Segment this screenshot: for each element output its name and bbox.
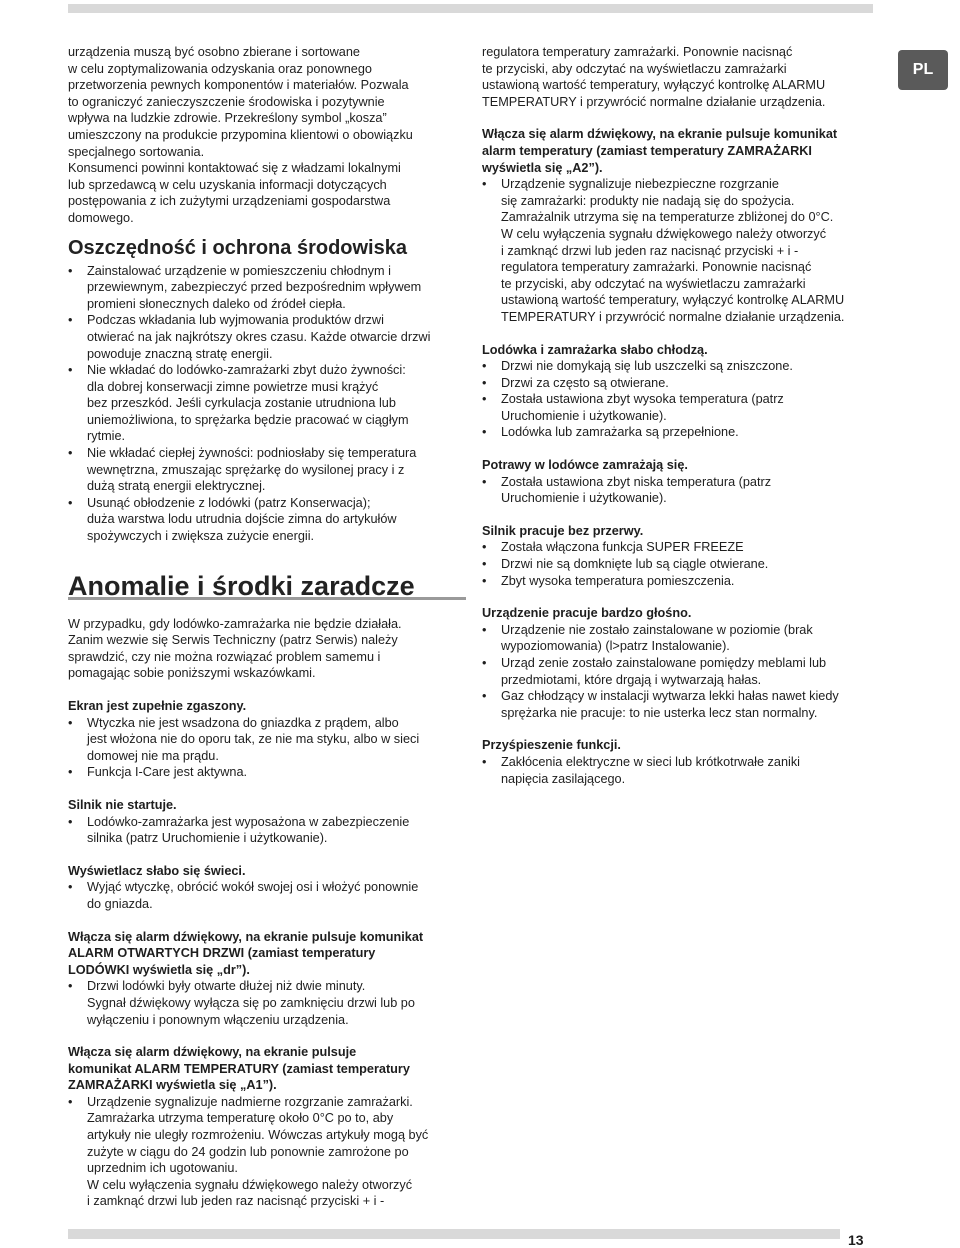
- bullet-text-line: ustawioną wartość temperatury, wyłączyć kontrolkę ALARMU: [501, 293, 845, 308]
- bullet-icon: •: [482, 177, 487, 192]
- text-line: domowego.: [68, 210, 134, 225]
- section-title-line: ALARM OTWARTYCH DRZWI (zamiast temperatury: [68, 946, 376, 961]
- bullet-text-line: Nie wkładać ciepłej żywności: podniosłaby się temperatura: [87, 446, 417, 461]
- bullet-icon: •: [482, 392, 487, 407]
- bullet-text-line: te przyciski, aby odczytać na wyświetlaczu zamrażarki: [501, 276, 806, 291]
- section-title-line: Włącza się alarm dźwiękowy, na ekranie pulsuje komunikat: [68, 929, 424, 944]
- text-line: Zanim wezwie się Serwis Techniczny (patrz Serwis) należy: [68, 633, 398, 648]
- bullet-text-line: napięcia zasilającego.: [501, 771, 626, 786]
- bullet-text-line: Urząd zenie zostało zainstalowane pomiędzy meblami lub: [501, 656, 827, 670]
- section-title-line: alarm temperatury (zamiast temperatury ZAMRAŻARKI: [482, 143, 812, 158]
- section-food-freezes: [482, 457, 882, 507]
- bullet-text-line: sprężarka nie pracuje: to nie usterka lecz stan normalny.: [501, 705, 818, 720]
- text-line: W przypadku, gdy lodówko-zamrażarka nie będzie działała.: [68, 616, 402, 631]
- left-column: [68, 44, 463, 1210]
- section-display-off: [68, 698, 463, 781]
- bullet-item: [68, 312, 463, 362]
- text-line: w celu zoptymalizowania odzyskania oraz ponownego: [68, 61, 372, 76]
- bullet-icon: •: [68, 880, 73, 895]
- bullet-icon: •: [68, 979, 73, 994]
- section-title-line: Urządzenie pracuje bardzo głośno.: [482, 606, 692, 621]
- bullet-icon: •: [482, 689, 487, 704]
- bullet-item: [482, 176, 882, 325]
- anomalies-intro: [68, 616, 463, 682]
- text-line: TEMPERATURY i przywrócić normalne działanie urządzenia.: [482, 94, 826, 109]
- bullet-item: [482, 573, 882, 590]
- text-line: sprawdzić, czy nie można rozwiązać problem samemu i: [68, 649, 381, 664]
- bullet-text-line: silnika (patrz Uruchomienie i użytkowanie).: [87, 831, 328, 846]
- bullet-text-line: Podczas wkładania lub wyjmowania produktów drzwi: [87, 313, 384, 328]
- bullet-text-line: Wtyczka nie jest wsadzona do gniazdka z prądem, albo: [87, 715, 399, 730]
- bullet-item: [482, 474, 882, 507]
- text-line: pomagając sobie poniższymi wskazówkami.: [68, 666, 316, 681]
- text-line: umieszczony na produkcie przypomina klientowi o obowiązku: [68, 127, 413, 142]
- bullet-text-line: otwierać na jak najkrótszy okres czasu. Każde otwarcie drzwi: [87, 329, 431, 344]
- eco-heading: Oszczędność i ochrona środowiska: [68, 236, 407, 259]
- bullet-item: [482, 655, 882, 688]
- bullet-text-line: Zainstalować urządzenie w pomieszczeniu chłodnym i: [87, 263, 391, 278]
- bullet-item: [482, 622, 882, 655]
- bullet-icon: •: [68, 446, 73, 461]
- bullet-text-line: uniemożliwiona, to sprężarka będzie pracować w ciągłym: [87, 412, 409, 427]
- bullet-text-line: Uruchomienie i użytkowanie).: [501, 408, 667, 423]
- bullet-item: [68, 978, 463, 1028]
- text-line: urządzenia muszą być osobno zbierane i sortowane: [68, 45, 360, 59]
- continuation-text: [482, 44, 882, 110]
- intro-paragraph: [68, 44, 463, 227]
- bullet-text-line: Urządzenie nie zostało zainstalowane w poziomie (brak: [501, 622, 813, 637]
- bullet-text-line: artykuły nie uległy rozmrożeniu. Wówczas artykuły mogą być: [87, 1128, 429, 1143]
- section-title-line: Ekran jest zupełnie zgaszony.: [68, 699, 247, 713]
- text-line: ustawioną wartość temperatury, wyłączyć kontrolkę ALARMU: [482, 78, 826, 93]
- bullet-item: [68, 445, 463, 495]
- bullet-text-line: Urządzenie sygnalizuje nadmierne rozgrzanie zamrażarki.: [87, 1094, 413, 1109]
- bullet-text-line: bez przeszkód. Jeśli cyrkulacja zostanie utrudniona lub: [87, 396, 396, 411]
- bullet-text-line: Usunąć obłodzenie z lodówki (patrz Konserwacja);: [87, 495, 371, 510]
- section-function-acceleration: [482, 737, 882, 787]
- text-line: Konsumenci powinni kontaktować się z władzami lokalnymi: [68, 161, 401, 176]
- bullet-text-line: wewnętrzna, zmuszając sprężarkę do wysilonej pracy i z: [87, 462, 405, 477]
- bullet-item: [482, 358, 882, 375]
- section-a1-alarm: [68, 1044, 463, 1210]
- bullet-text-line: do gniazda.: [87, 896, 153, 911]
- bullet-icon: •: [482, 754, 487, 769]
- bullet-item: [68, 1094, 463, 1210]
- section-title-line: komunikat ALARM TEMPERATURY (zamiast temperatury: [68, 1061, 410, 1076]
- bullet-item: [482, 688, 882, 721]
- bullet-text-line: dużą stratą energii elektrycznej.: [87, 479, 266, 494]
- text-line: te przyciski, aby odczytać na wyświetlaczu zamrażarki: [482, 61, 787, 76]
- bullet-text-line: uprzednim ich ugotowaniu.: [87, 1161, 238, 1176]
- bullet-text-line: spożywczych i zwiększa zużycie energii.: [87, 529, 315, 544]
- section-title-line: Silnik pracuje bez przerwy.: [482, 523, 644, 538]
- bullet-icon: •: [482, 359, 487, 374]
- bullet-text-line: jest włożona nie do oporu tak, ze nie ma styku, albo w sieci: [87, 732, 420, 747]
- bullet-text-line: duża warstwa lodu utrudnia dojście zimna do artykułów: [87, 512, 397, 527]
- text-line: postępowania z ich zużytymi urządzeniami gospodarstwa: [68, 194, 391, 209]
- bullet-icon: •: [482, 425, 487, 440]
- bullet-icon: •: [68, 263, 73, 278]
- bullet-text-line: W celu wyłączenia sygnału dźwiękowego należy otworzyć: [501, 226, 827, 241]
- bullet-item: [482, 424, 882, 441]
- section-title-line: Włącza się alarm dźwiękowy, na ekranie pulsuje komunikat: [482, 127, 838, 142]
- bullet-item: [68, 263, 463, 313]
- section-door-alarm: [68, 929, 463, 1029]
- bullet-text-line: wyłączeniu i ponownym włączeniu urządzenia.: [87, 1012, 349, 1027]
- language-badge: PL: [898, 50, 948, 90]
- bullet-text-line: Lodówka lub zamrażarka są przepełnione.: [501, 425, 739, 440]
- bullet-icon: •: [68, 313, 73, 328]
- bullet-text-line: Drzwi lodówki były otwarte dłużej niż dwie minuty.: [87, 979, 366, 994]
- bullet-text-line: W celu wyłączenia sygnału dźwiękowego należy otworzyć: [87, 1177, 413, 1192]
- bullet-icon: •: [68, 363, 73, 378]
- bullet-icon: •: [482, 540, 487, 555]
- bullet-icon: •: [482, 557, 487, 572]
- section-display-dim: [68, 863, 463, 913]
- bottom-footer-bar: [68, 1229, 840, 1239]
- bullet-icon: •: [68, 715, 73, 730]
- bullet-item: [482, 539, 882, 556]
- text-line: wpływa na ludzkie zdrowie. Przekreślony symbol „kosza”: [68, 111, 387, 126]
- bullet-text-line: Nie wkładać do lodówko-zamrażarki zbyt dużo żywności:: [87, 363, 406, 378]
- bullet-icon: •: [68, 814, 73, 829]
- bullet-item: [68, 879, 463, 912]
- bullet-text-line: dla dobrej konserwacji zimne powietrze musi krążyć: [87, 379, 379, 394]
- bullet-text-line: Gaz chłodzący w instalacji wytwarza lekki hałas nawet kiedy: [501, 689, 839, 704]
- bullet-item: [68, 814, 463, 847]
- bullet-text-line: Funkcja I-Care jest aktywna.: [87, 765, 248, 780]
- bullet-icon: •: [68, 765, 73, 780]
- bullet-item: [68, 362, 463, 445]
- section-title-line: Potrawy w lodówce zamrażają się.: [482, 458, 688, 473]
- bullet-text-line: Uruchomienie i użytkowanie).: [501, 491, 667, 506]
- section-title-line: wyświetla się „A2”).: [482, 160, 603, 175]
- bullet-text-line: i zamknąć drzwi lub jeden raz nacisnąć przyciski + i -: [87, 1194, 385, 1209]
- bullet-text-line: się zamrażarki: produkty nie nadają się do spożycia.: [501, 193, 795, 208]
- bullet-text-line: Została ustawiona zbyt niska temperatura (patrz: [501, 474, 772, 489]
- text-line: lub sprzedawcą w celu uzyskania informacji dotyczących: [68, 177, 387, 192]
- section-noisy: [482, 605, 882, 721]
- bullet-item: [482, 391, 882, 424]
- eco-bullet-list: [68, 263, 463, 545]
- section-title-line: Silnik nie startuje.: [68, 797, 177, 812]
- bullet-text-line: i zamknąć drzwi lub jeden raz nacisnąć przyciski + i -: [501, 243, 799, 258]
- anomalies-heading: Anomalie i środki zaradcze: [68, 570, 415, 601]
- text-line: specjalnego sortowania.: [68, 144, 205, 159]
- bullet-text-line: Zamrażarka utrzyma temperaturę około 0°C po to, aby: [87, 1111, 394, 1126]
- bullet-icon: •: [68, 1094, 73, 1109]
- bullet-text-line: TEMPERATURY i przywrócić normalne działanie urządzenia.: [501, 309, 845, 324]
- bullet-text-line: powoduje znaczną stratę energii.: [87, 346, 273, 361]
- page-number: 13: [848, 1232, 864, 1248]
- bullet-text-line: wypoziomowania) (l>patrz Instalowanie).: [501, 639, 730, 654]
- bullet-item: [68, 764, 463, 781]
- text-line: regulatora temperatury zamrażarki. Ponownie nacisnąć: [482, 45, 793, 59]
- bullet-text-line: Urządzenie sygnalizuje niebezpieczne rozgrzanie: [501, 177, 779, 192]
- bullet-text-line: Sygnał dźwiękowy wyłącza się po zamknięciu drzwi lub po: [87, 995, 415, 1010]
- section-title-line: ZAMRAŻARKI wyświetla się „A1”).: [68, 1078, 277, 1093]
- bullet-text-line: Zakłócenia elektryczne w sieci lub krótkotrwałe zaniki: [501, 754, 800, 769]
- bullet-text-line: zużyte w ciągu do 24 godzin lub ponownie zamrożone po: [87, 1144, 409, 1159]
- bullet-item: [482, 754, 882, 787]
- bullet-text-line: Drzwi nie są domknięte lub są ciągle otwierane.: [501, 557, 769, 572]
- section-weak-cooling: [482, 342, 882, 442]
- section-motor-not-starting: [68, 797, 463, 847]
- section-a2-alarm: [482, 126, 882, 325]
- text-line: to ograniczyć zanieczyszczenie środowiska i pozytywnie: [68, 94, 385, 109]
- bullet-item: [68, 495, 463, 545]
- bullet-text-line: Zbyt wysoka temperatura pomieszczenia.: [501, 573, 735, 588]
- bullet-icon: •: [482, 375, 487, 390]
- bullet-text-line: przedmiotami, które drgają i wytwarzają hałas.: [501, 672, 762, 687]
- top-header-bar: [68, 4, 873, 13]
- bullet-icon: •: [68, 495, 73, 510]
- text-line: przetworzenia pewnych komponentów i materiałów. Pozwala: [68, 78, 409, 93]
- bullet-text-line: Drzwi nie domykają się lub uszczelki są zniszczone.: [501, 359, 793, 374]
- section-title-line: Wyświetlacz słabo się świeci.: [68, 863, 246, 878]
- bullet-text-line: promieni słonecznych daleko od źródeł ciepła.: [87, 296, 346, 311]
- bullet-text-line: domowej nie ma prądu.: [87, 748, 219, 763]
- bullet-text-line: rytmie.: [87, 429, 126, 444]
- section-title-line: Przyśpieszenie funkcji.: [482, 738, 621, 753]
- bullet-text-line: regulatora temperatury zamrażarki. Ponownie nacisnąć: [501, 260, 812, 275]
- bullet-text-line: Została ustawiona zbyt wysoka temperatura (patrz: [501, 392, 784, 407]
- bullet-text-line: przewiewnym, zabezpieczyć przed bezpośrednim wpływem: [87, 280, 422, 295]
- bullet-text-line: Drzwi za często są otwierane.: [501, 375, 669, 390]
- bullet-text-line: Zamrażalnik utrzyma się na temperaturze zbliżonej do 0°C.: [501, 210, 834, 225]
- section-title-line: Włącza się alarm dźwiękowy, na ekranie pulsuje: [68, 1045, 357, 1060]
- bullet-item: [482, 556, 882, 573]
- bullet-icon: •: [482, 474, 487, 489]
- bullet-icon: •: [482, 573, 487, 588]
- section-title-line: LODÓWKI wyświetla się „dr”).: [68, 962, 250, 977]
- right-column: [482, 44, 882, 787]
- bullet-text-line: Została włączona funkcja SUPER FREEZE: [501, 540, 744, 555]
- bullet-text-line: Lodówko-zamrażarka jest wyposażona w zabezpieczenie: [87, 814, 410, 829]
- section-title-line: Lodówka i zamrażarka słabo chłodzą.: [482, 342, 708, 357]
- bullet-text-line: Wyjąć wtyczkę, obrócić wokół swojej osi i włożyć ponownie: [87, 880, 419, 895]
- bullet-item: [68, 715, 463, 765]
- section-motor-nonstop: [482, 523, 882, 589]
- bullet-item: [482, 375, 882, 392]
- bullet-icon: •: [482, 656, 487, 670]
- bullet-icon: •: [482, 622, 487, 637]
